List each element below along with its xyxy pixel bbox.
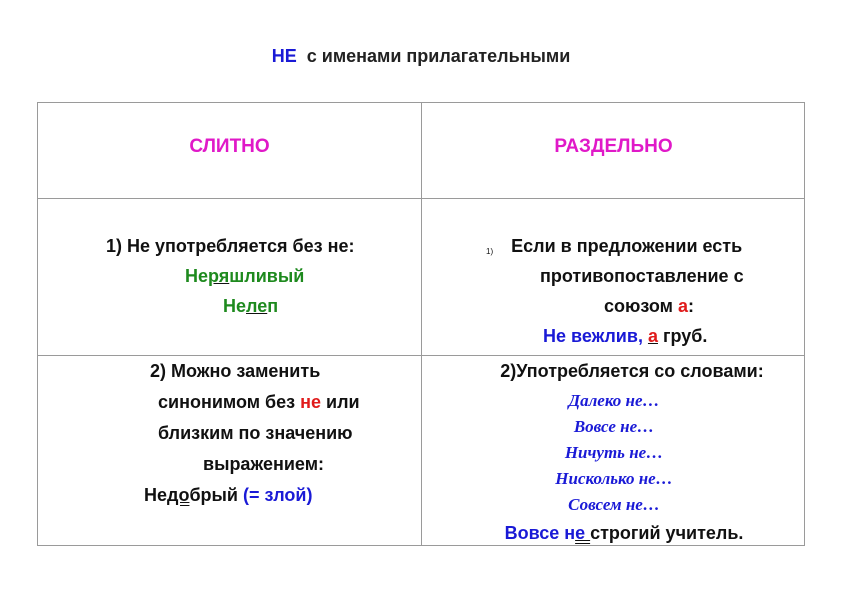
- rule1-left-text: 1) Не употребляется без не:: [106, 236, 355, 256]
- rule2-right-word: Нисколько не…: [555, 469, 673, 488]
- rule2-left: [144, 356, 420, 511]
- rule2-left-line2: синонимом без не или: [158, 392, 360, 412]
- rule2-right-word: Далеко не…: [568, 391, 660, 410]
- rule1-left: [106, 231, 416, 321]
- rule2-left-example: Недобрый (= злой): [144, 485, 313, 505]
- header-together: СЛИТНО: [189, 136, 270, 157]
- rule2-left-line4: выражением:: [203, 454, 324, 474]
- rule1-right: [486, 231, 806, 351]
- title-rest: с именами прилагательными: [306, 46, 571, 66]
- rule1-left-example2: Нелеп: [223, 296, 279, 316]
- page-title: [0, 46, 842, 67]
- rule1-right-line3: союзом а:: [604, 296, 694, 316]
- rule2-right-word: Вовсе не…: [573, 417, 655, 436]
- rules-table: [37, 102, 805, 546]
- rule2-right-example: Вовсе не строгий учитель.: [504, 523, 744, 543]
- row-divider-1: [38, 198, 804, 199]
- rule2-right-word: Ничуть не…: [564, 443, 664, 462]
- rule2-right: [422, 356, 806, 548]
- rule2-right-line1: 2)Употребляется со словами:: [500, 361, 764, 381]
- rule2-left-line3: близким по значению: [158, 423, 353, 443]
- rule1-right-example: Не вежлив, а груб.: [543, 326, 708, 346]
- rule1-left-example1: Неряшливый: [185, 266, 305, 286]
- header-separate: РАЗДЕЛЬНО: [554, 136, 673, 157]
- title-ne: НЕ: [271, 46, 297, 66]
- rule1-right-line2: противопоставление с: [540, 266, 744, 286]
- rule2-right-word: Совсем не…: [568, 495, 660, 514]
- rule1-right-line1: $^{1)}$ Если в предложении есть: [486, 236, 743, 256]
- rule2-left-line1: 2) Можно заменить: [150, 361, 321, 381]
